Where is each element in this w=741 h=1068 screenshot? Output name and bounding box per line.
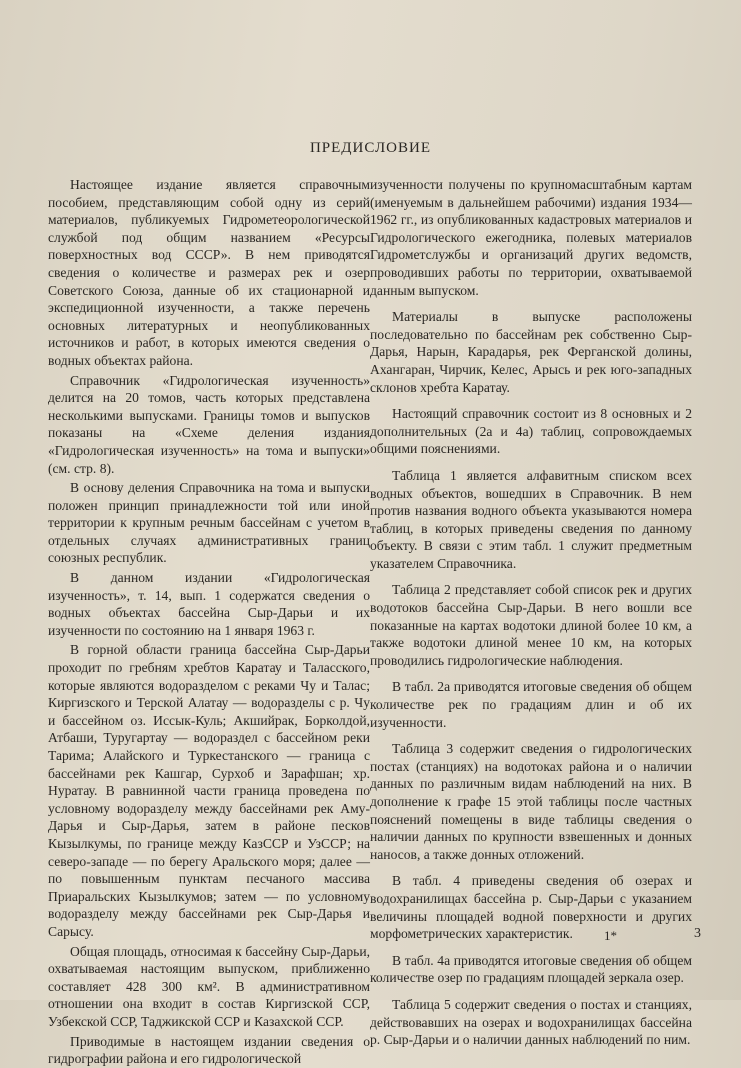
page-title: ПРЕДИСЛОВИЕ [309, 140, 432, 156]
paragraph: Таблица 1 является алфавитным списком всех водных объектов, вошедших в Справочник. В нем против названия водного объекта указываются номера таблиц, в которых приведены сведения по данному объекту. В связи с этим табл. 1 служит предметным указателем Справочника. [370, 467, 692, 571]
paragraph: Приводимые в настоящем издании сведения о гидрографии района и его гидрологической [48, 1033, 370, 1067]
paragraph: Справочник «Гидрологическая изученность» делится на 20 томов, часть которых представлена несколькими выпусками. Границы томов и выпусков показаны на «Схеме деления издания «Гидрологическая изученность» на тома и выпуски» (см. стр. 8). [48, 372, 370, 476]
paragraph-continuation: изученности получены по крупномасштабным картам (именуемым в дальнейшем рабочими) издания 1934—1962 гг., из опубликованных кадастровых материалов и Гидрологического ежегодника, полевых материалов Гидрометслужбы и организаций других ведомств, проводивших работы по территории, охватываемой данным выпуском. [370, 177, 692, 298]
paragraph: В горной области граница бассейна Сыр-Дарьи проходит по гребням хребтов Каратау и Таласского, которые являются водоразделом с реками Чу и Талас; Киргизского и Терской Алатау — водоразделы с р. Чу и бассейном оз. Иссык-Куль; Акшийрак, Борколдой, Атбаши, Туругартау — водораздел с бассейном реки Тарима; Алайского и Туркестанского — граница с бассейнами рек Кашгар, Сурхоб и Зарафшан; хр. Нуратау. В равнинной части граница проведена по условному водоразделу между бассейнами рек Аму-Дарья и Сыр-Дарья, затем в районе песков Кызылкумы, по границе между КазССР и УзССР; на северо-западе — по берегу Аральского моря; далее — по повышенным пунктам песчаного массива Приаральских Кызылкумов; затем — по условному водоразделу между бассейнами рек Сыр-Дарья и Сарысу. [48, 642, 370, 939]
paragraph: Таблица 3 содержит сведения о гидрологических постах (станциях) на водотоках района и о наличии данных по различным видам наблюдений на них. В дополнение к графе 15 этой таблицы после частных пояснений помещены в виде таблицы сведения о наличии данных по крупности взвешенных и донных наносов, а также донных отложений. [370, 741, 692, 862]
paragraph: Настоящее издание является справочным пособием, представляющим собой одну из серий материалов, публикуемых Гидрометеорологической службой под общим названием «Ресурсы поверхностных вод СССР». В нем приводятся сведения о количестве и размерах рек и озер Советского Союза, данные об их стационарной и экспедиционной изученности, а также перечень основных литературных и неопубликованных источников и работ, в которых имеются сведения о водных объектах района. [48, 177, 370, 368]
right-column [370, 176, 692, 1049]
paragraph: Настоящий справочник состоит из 8 основных и 2 дополнительных (2а и 4а) таблиц, сопровождаемых общими пояснениями. [370, 406, 692, 457]
paragraph: Материалы в выпуске расположены последовательно по бассейнам рек собственно Сыр-Дарья, Нарын, Карадарья, рек Ферганской долины, Ахангаран, Чирчик, Келес, Арысь и рек юго-западных склонов хребта Каратау. [370, 309, 692, 395]
signature-mark: 1* [604, 928, 617, 943]
paragraph: В табл. 4 приведены сведения об озерах и водохранилищах бассейна р. Сыр-Дарьи с указанием величины площадей водной поверхности и других морфометрических характеристик. [370, 873, 692, 942]
paragraph: Таблица 5 содержит сведения о постах и станциях, действовавших на озерах и водохранилищах бассейна р. Сыр-Дарьи и о наличии данных наблюдений по ним. [370, 996, 692, 1048]
paragraph: В основу деления Справочника на тома и выпуски положен принцип принадлежности той или иной территории к крупным речным бассейнам с учетом в отдельных случаях административных границ союзных республик. [48, 480, 370, 566]
paragraph: В табл. 4а приводятся итоговые сведения об общем количестве озер по градациям площадей зеркала озер. [370, 952, 692, 986]
page-number: 3 [694, 926, 701, 941]
left-column [48, 176, 370, 1068]
paragraph: Общая площадь, относимая к бассейну Сыр-Дарьи, охватываемая настоящим выпуском, приближенно составляет 428 300 км². В административном отношении она входит в состав Киргизской ССР, Узбекской ССР, Таджикской ССР и Казахской ССР. [48, 943, 370, 1029]
paragraph: Таблица 2 представляет собой список рек и других водотоков бассейна Сыр-Дарьи. В него вошли все показанные на картах водотоки длиной более 10 км, а также водотоки длиной менее 10 км, на которых проводились гидрологические наблюдения. [370, 582, 692, 668]
paragraph: В данном издании «Гидрологическая изученность», т. 14, вып. 1 содержатся сведения о водных объектах бассейна Сыр-Дарьи и их изученности по состоянию на 1 января 1963 г. [48, 570, 370, 638]
paragraph: В табл. 2а приводятся итоговые сведения об общем количестве рек по градациям длин и об их изученности. [370, 679, 692, 730]
